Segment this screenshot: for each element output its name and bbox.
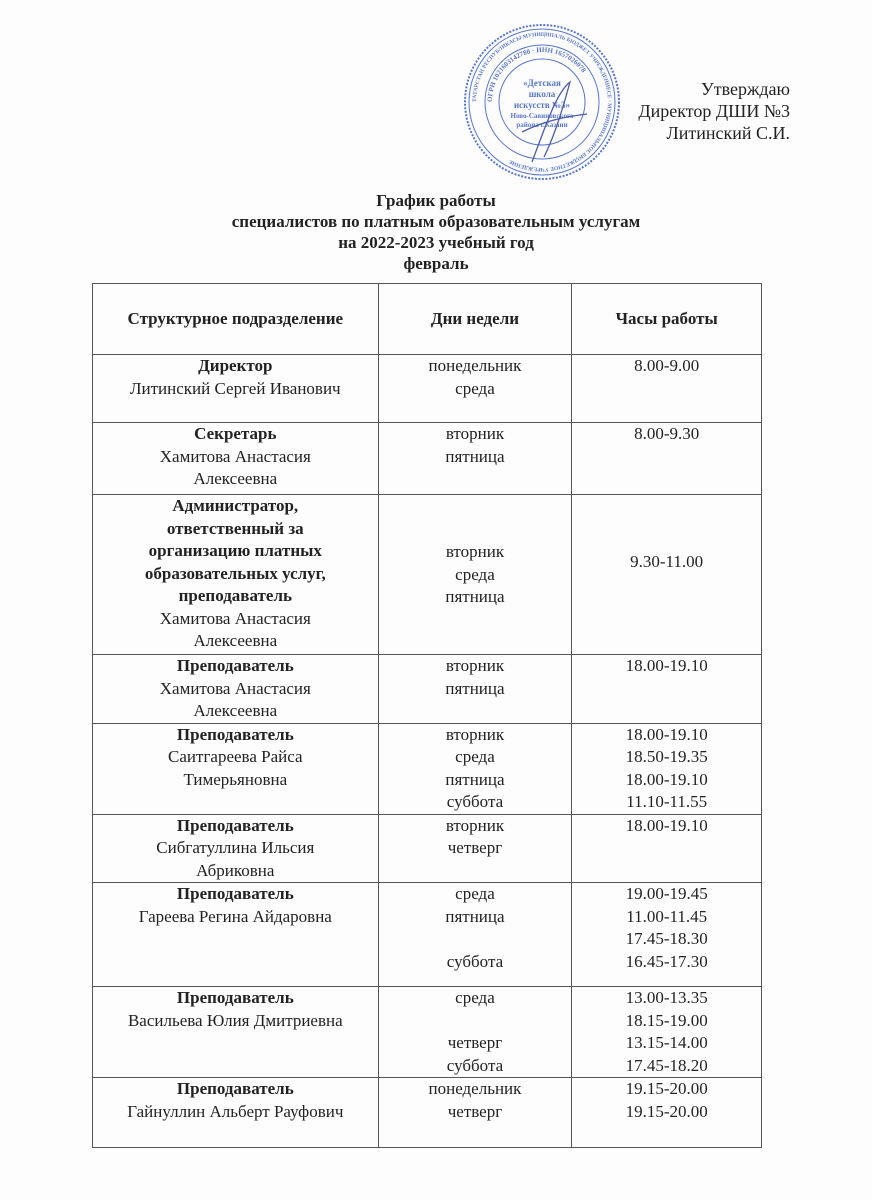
work-hours: 8.00-9.30 (634, 424, 700, 443)
header-days: Дни недели (378, 284, 572, 355)
weekday: вторник (445, 542, 505, 561)
position-title: Преподаватель (176, 988, 294, 1007)
work-hours: 18.15-19.00 (625, 1010, 708, 1030)
weekday: четверг (447, 1033, 503, 1052)
document-title (0, 190, 872, 274)
table-row (93, 655, 762, 724)
work-hours: 17.45-18.20 (625, 1055, 708, 1075)
weekday: вторник (445, 424, 505, 443)
position-title: организацию платных (148, 541, 322, 560)
hours-cell (572, 655, 762, 724)
employee-name: Хамитова Анастасия (159, 608, 311, 628)
department-cell (93, 495, 379, 655)
days-cell (378, 1078, 572, 1148)
weekday: четверг (447, 838, 503, 857)
work-hours: 19.15-20.00 (625, 1101, 708, 1121)
table-header-row (93, 284, 762, 355)
position-title: Секретарь (194, 424, 277, 443)
employee-name: Васильева Юлия Дмитриевна (127, 1010, 343, 1030)
work-hours: 18.00-19.10 (625, 769, 708, 789)
weekday: пятница (445, 906, 505, 926)
work-hours: 19.15-20.00 (625, 1079, 708, 1098)
weekday: понедельник (428, 356, 522, 375)
position-title: Преподаватель (176, 656, 294, 675)
header-hours: Часы работы (572, 284, 762, 355)
work-hours: 8.00-9.00 (634, 356, 700, 375)
table-row (93, 495, 762, 655)
table-row (93, 423, 762, 495)
weekday: пятница (445, 769, 505, 789)
weekday: вторник (445, 815, 505, 835)
svg-text:ТАТАРСТАН РЕСПУБЛИКАСЫ МУНИЦИП: ТАТАРСТАН РЕСПУБЛИКАСЫ МУНИЦИПАЛЬ БЮДЖЕТ УЧРЕЖДЕНИЕСЕ · МУНИЦИПАЛЬНОЕ БЮДЖЕТНОЕ УЧРЕЖДЕНИЕ (471, 31, 613, 173)
employee-name: Алексеевна (193, 701, 278, 720)
weekday: вторник (445, 724, 505, 744)
employee-name: Хамитова Анастасия (159, 446, 311, 466)
days-cell (378, 987, 572, 1078)
employee-name: Литинский Сергей Иванович (129, 378, 341, 398)
employee-name: Алексеевна (193, 631, 278, 650)
weekday: пятница (445, 587, 505, 606)
days-cell (378, 495, 572, 655)
work-hours: 13.15-14.00 (625, 1033, 708, 1052)
employee-name: Сибгатуллина Ильсия (156, 838, 315, 857)
weekday: среда (455, 884, 495, 903)
employee-name: Саитгареева Райса (168, 747, 303, 766)
department-cell (93, 655, 379, 724)
position-title: Преподаватель (176, 884, 294, 903)
weekday: четверг (447, 1101, 503, 1121)
hours-cell (572, 495, 762, 655)
hours-cell (572, 814, 762, 883)
svg-text:школа: школа (528, 89, 556, 99)
work-hours: 13.00-13.35 (625, 988, 708, 1007)
employee-name: Абриковна (196, 860, 275, 880)
table-row (93, 814, 762, 883)
official-stamp-seal (462, 22, 622, 182)
title-line-3: на 2022-2023 учебный год (338, 233, 534, 252)
work-hours: 11.10-11.55 (626, 792, 708, 811)
hours-cell (572, 987, 762, 1078)
work-hours: 18.50-19.35 (625, 747, 708, 766)
hours-cell (572, 355, 762, 423)
weekday: суббота (446, 951, 504, 971)
work-hours: 17.45-18.30 (625, 929, 708, 948)
approval-label: Утверждаю (700, 79, 790, 99)
approver-name: Литинский С.И. (666, 123, 790, 143)
position-title: преподаватель (178, 586, 292, 605)
hours-cell (572, 723, 762, 814)
work-hours: 18.00-19.10 (625, 724, 708, 744)
position-title: образовательных услуг, (144, 563, 326, 583)
approver-position: Директор ДШИ №3 (638, 101, 790, 121)
days-cell (378, 814, 572, 883)
days-cell (378, 355, 572, 423)
position-title: Преподаватель (176, 1079, 294, 1098)
employee-name: Алексеевна (193, 469, 278, 488)
weekday: понедельник (428, 1079, 522, 1098)
table-row (93, 987, 762, 1078)
svg-text:района г.Казани: района г.Казани (516, 121, 568, 129)
employee-name: Хамитова Анастасия (159, 678, 311, 698)
employee-name: Гайнуллин Альберт Рауфович (127, 1101, 344, 1121)
weekday: среда (455, 378, 495, 398)
department-cell (93, 723, 379, 814)
weekday: среда (455, 747, 495, 766)
work-hours: 18.00-19.10 (625, 815, 708, 835)
employee-name: Гареева Регина Айдаровна (138, 906, 332, 926)
days-cell (378, 423, 572, 495)
title-month: февраль (403, 254, 469, 273)
weekday: вторник (445, 656, 505, 675)
weekday: суббота (446, 792, 504, 811)
work-hours: 19.00-19.45 (625, 884, 708, 903)
weekday: пятница (445, 446, 505, 466)
svg-text:ОГРН 1021603142780 · ИНН 16570: ОГРН 1021603142780 · ИНН 1657026078 (485, 45, 588, 103)
svg-text:Ново-Савиновского: Ново-Савиновского (510, 112, 574, 120)
weekday (383, 1010, 568, 1033)
weekday: среда (455, 988, 495, 1007)
table-row (93, 355, 762, 423)
weekday: пятница (445, 678, 505, 698)
hours-cell (572, 423, 762, 495)
days-cell (378, 723, 572, 814)
position-title: Преподаватель (176, 724, 294, 744)
table-row (93, 883, 762, 987)
hours-cell (572, 883, 762, 987)
position-title: ответственный за (166, 518, 304, 538)
hours-cell (572, 1078, 762, 1148)
svg-text:«Детская: «Детская (523, 78, 561, 88)
department-cell (93, 987, 379, 1078)
work-hours: 18.00-19.10 (625, 656, 708, 675)
svg-text:искусств №3»: искусств №3» (513, 100, 571, 110)
work-hours: 11.00-11.45 (626, 906, 708, 926)
weekday (383, 928, 568, 951)
table-row (93, 723, 762, 814)
department-cell (93, 355, 379, 423)
schedule-table (92, 283, 762, 1148)
title-line-2: специалистов по платным образовательным услугам (231, 212, 641, 231)
work-hours: 16.45-17.30 (625, 951, 708, 971)
department-cell (93, 814, 379, 883)
department-cell (93, 883, 379, 987)
employee-name: Тимерьяновна (183, 769, 288, 789)
days-cell (378, 883, 572, 987)
department-cell (93, 1078, 379, 1148)
table-row (93, 1078, 762, 1148)
work-hours: 9.30-11.00 (630, 552, 704, 571)
approval-block (638, 78, 790, 144)
position-title: Преподаватель (176, 815, 294, 835)
days-cell (378, 655, 572, 724)
position-title: Директор (198, 356, 273, 375)
weekday: среда (455, 564, 495, 584)
weekday: суббота (446, 1055, 504, 1075)
header-department: Структурное подразделение (93, 284, 379, 355)
title-line-1: График работы (376, 191, 496, 210)
department-cell (93, 423, 379, 495)
position-title: Администратор, (172, 496, 299, 515)
